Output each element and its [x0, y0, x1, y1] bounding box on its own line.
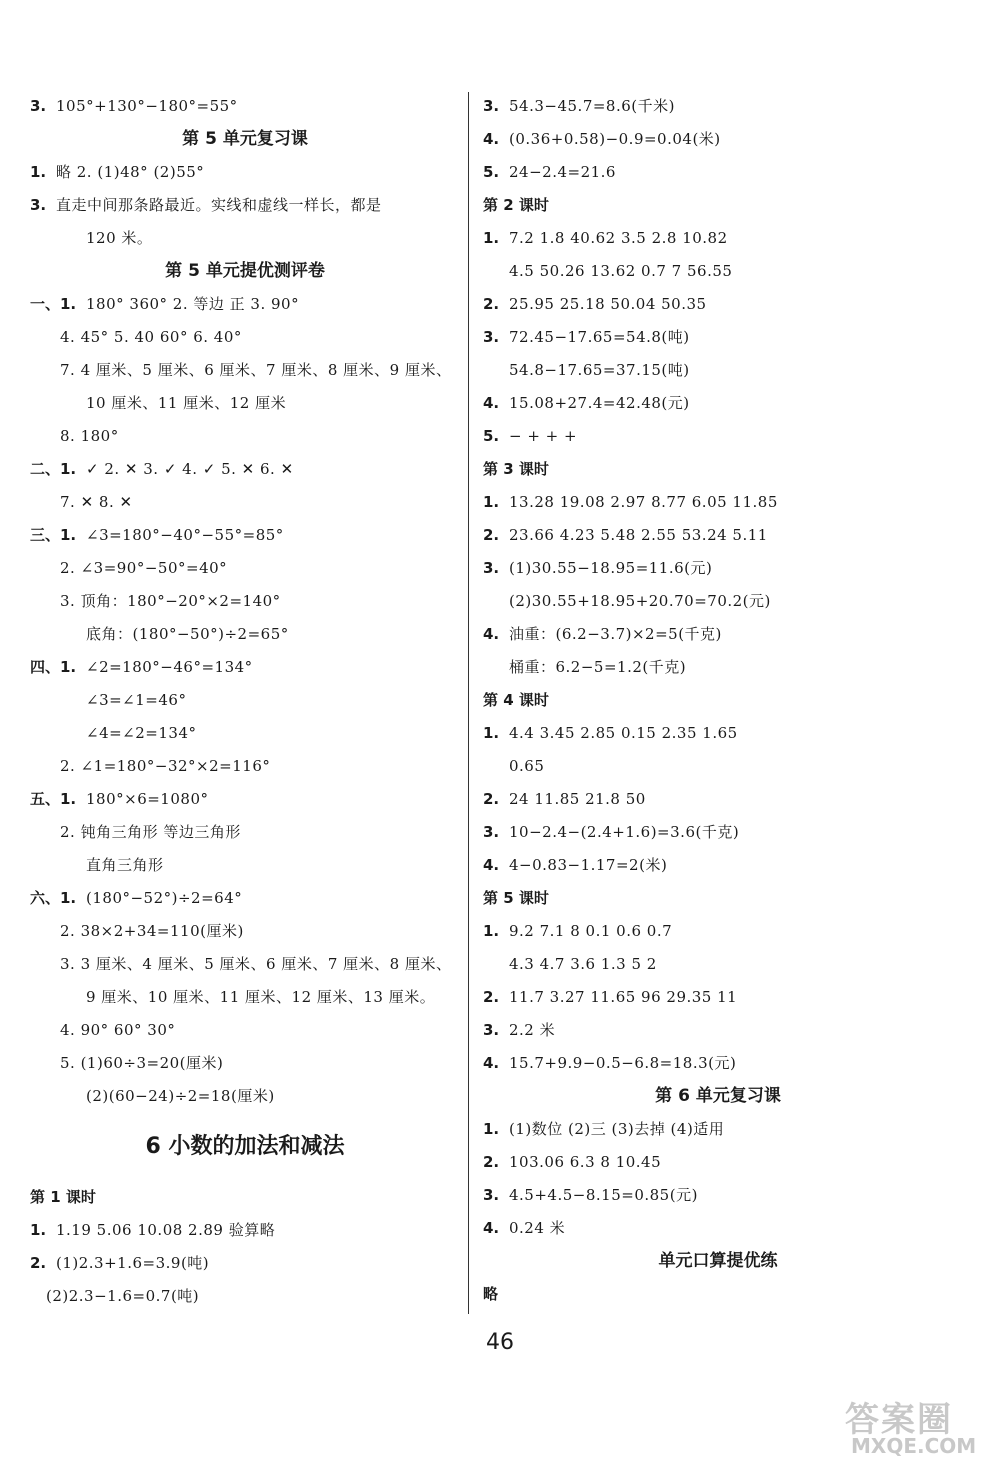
answer-row: [483, 618, 953, 651]
section-heading: 第 6 单元复习课: [655, 1086, 781, 1106]
answer-continuation: [483, 585, 953, 618]
answer-text: ∠2=180°−46°=134°: [86, 658, 253, 676]
answer-text: 7. 4 厘米、5 厘米、6 厘米、7 厘米、8 厘米、9 厘米、: [60, 361, 452, 379]
answer-row: [483, 123, 953, 156]
answer-text: ∠3=∠1=46°: [86, 691, 187, 709]
answer-row: [30, 651, 460, 684]
answer-row: [30, 156, 460, 189]
answer-continuation: [483, 354, 953, 387]
answer-text: 120 米。: [86, 229, 153, 247]
answer-row: [483, 849, 953, 882]
answer-text: 103.06 6.3 8 10.45: [509, 1153, 662, 1171]
answer-row: [483, 519, 953, 552]
answer-text: 4. 45° 5. 40 60° 6. 40°: [60, 328, 242, 346]
answer-row: [483, 1179, 953, 1212]
answer-row: [30, 519, 460, 552]
answer-row: [483, 486, 953, 519]
question-number: 4.: [483, 625, 500, 643]
question-number: 三、1.: [30, 526, 77, 544]
question-number: 五、1.: [30, 790, 77, 808]
answer-continuation: [30, 849, 460, 882]
answer-text: (1)数位 (2)三 (3)去掉 (4)适用: [509, 1120, 725, 1138]
answer-row: [30, 783, 460, 816]
answer-text: 桶重：6.2−5=1.2(千克): [509, 658, 687, 676]
question-number: 4.: [483, 394, 500, 412]
question-number: 1.: [483, 229, 500, 247]
answer-row: [30, 1247, 460, 1280]
answer-row: [483, 288, 953, 321]
question-number: 2.: [483, 790, 500, 808]
answer-text: 2. ∠3=90°−50°=40°: [60, 559, 228, 577]
answer-text: 2.2 米: [509, 1021, 556, 1039]
answer-text: 0.65: [509, 757, 545, 775]
question-number: 4.: [483, 856, 500, 874]
question-number: 1.: [30, 163, 47, 181]
answer-text: 54.8−17.65=37.15(吨): [509, 361, 690, 379]
answer-row: [483, 915, 953, 948]
answer-row: [483, 783, 953, 816]
answer-text: (0.36+0.58)−0.9=0.04(米): [509, 130, 721, 148]
question-number: 四、1.: [30, 658, 77, 676]
answer-text: 8. 180°: [60, 427, 119, 445]
answer-continuation: [30, 354, 460, 387]
question-number: 4.: [483, 1054, 500, 1072]
lesson-title: 第 4 课时: [483, 691, 549, 709]
answer-text: ∠3=180°−40°−55°=85°: [86, 526, 284, 544]
chapter-title: 6 小数的加法和减法: [145, 1134, 345, 1159]
watermark: [845, 1392, 995, 1462]
right-column: [483, 90, 953, 1311]
answer-continuation: [30, 552, 460, 585]
answer-text: ∠4=∠2=134°: [86, 724, 197, 742]
section-heading: 第 5 单元提优测评卷: [165, 261, 325, 281]
answer-text: (2)30.55+18.95+20.70=70.2(元): [509, 592, 771, 610]
answer-text: 15.7+9.9−0.5−6.8=18.3(元): [509, 1054, 737, 1072]
answer-continuation: [30, 618, 460, 651]
answer-row: [483, 816, 953, 849]
answer-text: 4.5+4.5−8.15=0.85(元): [509, 1186, 698, 1204]
answer-text: 24−2.4=21.6: [509, 163, 616, 181]
answer-continuation: [30, 717, 460, 750]
question-number: 3.: [483, 1186, 500, 1204]
answer-text: 180°×6=1080°: [86, 790, 209, 808]
answer-text: 2. 38×2+34=110(厘米): [60, 922, 244, 940]
answer-text: (2)2.3−1.6=0.7(吨): [46, 1287, 200, 1305]
question-number: 1.: [30, 1221, 47, 1239]
watermark-url: MXQE.COM: [851, 1434, 977, 1458]
answer-continuation: [483, 750, 953, 783]
answer-text: ✓ 2. ✕ 3. ✓ 4. ✓ 5. ✕ 6. ✕: [86, 460, 294, 478]
answer-text: 2. 钝角三角形 等边三角形: [60, 823, 241, 841]
question-number: 3.: [30, 196, 47, 214]
answer-text: (180°−52°)÷2=64°: [86, 889, 243, 907]
question-number: 1.: [483, 493, 500, 511]
answer-text: 2. ∠1=180°−32°×2=116°: [60, 757, 271, 775]
answer-text: (1)2.3+1.6=3.9(吨): [56, 1254, 210, 1272]
answer-text: 24 11.85 21.8 50: [509, 790, 646, 808]
lesson-title: 第 1 课时: [30, 1188, 96, 1206]
question-number: 2.: [30, 1254, 47, 1272]
question-number: 3.: [483, 559, 500, 577]
answer-row: [483, 1014, 953, 1047]
answer-row: [483, 90, 953, 123]
question-number: 1.: [483, 724, 500, 742]
answer-row: [483, 1047, 953, 1080]
answer-continuation: [483, 255, 953, 288]
answer-continuation: [30, 684, 460, 717]
answer-text: 0.24 米: [509, 1219, 566, 1237]
lesson-title: 第 5 课时: [483, 889, 549, 907]
question-number: 2.: [483, 295, 500, 313]
answer-row: [483, 321, 953, 354]
answer-row: [483, 420, 953, 453]
answer-continuation: [30, 585, 460, 618]
answer-text: 9.2 7.1 8 0.1 0.6 0.7: [509, 922, 673, 940]
lesson-title: 第 3 课时: [483, 460, 549, 478]
question-number: 1.: [483, 922, 500, 940]
answer-text: 13.28 19.08 2.97 8.77 6.05 11.85: [509, 493, 778, 511]
question-number: 3.: [30, 97, 47, 115]
answer-text: 油重：(6.2−3.7)×2=5(千克): [509, 625, 722, 643]
answer-row: [30, 189, 460, 222]
answer-text: 5. (1)60÷3=20(厘米): [60, 1054, 224, 1072]
question-number: 二、1.: [30, 460, 77, 478]
answer-continuation: [30, 321, 460, 354]
answer-text: 10−2.4−(2.4+1.6)=3.6(千克): [509, 823, 740, 841]
section-heading: 单元口算提优练: [658, 1251, 778, 1271]
question-number: 5.: [483, 427, 500, 445]
answer-text: 4−0.83−1.17=2(米): [509, 856, 668, 874]
left-column: [30, 90, 460, 1313]
answer-continuation: [30, 222, 460, 255]
answer-continuation: [30, 1047, 460, 1080]
answer-continuation: [30, 1080, 460, 1113]
answer-text: 略 2. (1)48° (2)55°: [56, 163, 205, 181]
answer-text: 4.3 4.7 3.6 1.3 5 2: [509, 955, 657, 973]
answer-row: [483, 717, 953, 750]
answer-text: (1)30.55−18.95=11.6(元): [509, 559, 713, 577]
answer-text: 9 厘米、10 厘米、11 厘米、12 厘米、13 厘米。: [86, 988, 436, 1006]
question-number: 2.: [483, 988, 500, 1006]
question-number: 2.: [483, 526, 500, 544]
answer-row: [30, 288, 460, 321]
watermark-logo-text: 答案圈: [845, 1400, 953, 1440]
answer-row: [483, 1212, 953, 1245]
answer-continuation: [30, 948, 460, 981]
answer-row: [483, 222, 953, 255]
question-number: 4.: [483, 1219, 500, 1237]
answer-row: [483, 1113, 953, 1146]
answer-continuation: [30, 750, 460, 783]
answer-text: 180° 360° 2. 等边 正 3. 90°: [86, 295, 300, 313]
question-number: 六、1.: [30, 889, 77, 907]
answer-continuation: [30, 387, 460, 420]
answer-text: 直角三角形: [86, 856, 164, 874]
answer-continuation: [30, 1014, 460, 1047]
question-number: 3.: [483, 1021, 500, 1039]
answer-continuation: [483, 651, 953, 684]
answer-text: 直走中间那条路最近。实线和虚线一样长，都是: [56, 196, 382, 214]
answer-row: [483, 552, 953, 585]
question-number: 2.: [483, 1153, 500, 1171]
column-divider: [468, 92, 469, 1314]
answer-text: 72.45−17.65=54.8(吨): [509, 328, 690, 346]
answer-text: 54.3−45.7=8.6(千米): [509, 97, 675, 115]
answer-text: (2)(60−24)÷2=18(厘米): [86, 1087, 275, 1105]
answer-text: 10 厘米、11 厘米、12 厘米: [86, 394, 287, 412]
question-number: 3.: [483, 97, 500, 115]
question-number: 3.: [483, 328, 500, 346]
question-number: 3.: [483, 823, 500, 841]
lesson-title: 第 2 课时: [483, 196, 549, 214]
answer-text: 105°+130°−180°=55°: [56, 97, 238, 115]
question-number: 5.: [483, 163, 500, 181]
answer-row: [30, 90, 460, 123]
answer-continuation: [30, 420, 460, 453]
answer-row: [483, 387, 953, 420]
answer-text: 4.5 50.26 13.62 0.7 7 56.55: [509, 262, 733, 280]
answer-continuation: [483, 948, 953, 981]
answer-text: 3. 3 厘米、4 厘米、5 厘米、6 厘米、7 厘米、8 厘米、: [60, 955, 452, 973]
answer-text: − + + +: [509, 427, 578, 445]
page-number: 46: [486, 1330, 514, 1355]
answer-text: 23.66 4.23 5.48 2.55 53.24 5.11: [509, 526, 768, 544]
question-number: 一、1.: [30, 295, 77, 313]
answer-text: 底角：(180°−50°)÷2=65°: [86, 625, 289, 643]
question-number: 4.: [483, 130, 500, 148]
answer-row: [483, 981, 953, 1014]
answer-text: 4. 90° 60° 30°: [60, 1021, 176, 1039]
answer-text: 1.19 5.06 10.08 2.89 验算略: [56, 1221, 276, 1239]
answer-continuation: [30, 486, 460, 519]
answer-text: 3. 顶角：180°−20°×2=140°: [60, 592, 281, 610]
answer-row: [30, 453, 460, 486]
answer-text: 15.08+27.4=42.48(元): [509, 394, 690, 412]
question-number: 1.: [483, 1120, 500, 1138]
answer-continuation: [30, 816, 460, 849]
answer-row: [30, 882, 460, 915]
answer-text: 4.4 3.45 2.85 0.15 2.35 1.65: [509, 724, 738, 742]
answer-row: [483, 156, 953, 189]
answer-text: 25.95 25.18 50.04 50.35: [509, 295, 707, 313]
answer-row: [483, 1146, 953, 1179]
answer-text: 7.2 1.8 40.62 3.5 2.8 10.82: [509, 229, 728, 247]
answer-continuation: [30, 1280, 460, 1313]
answer-text: 11.7 3.27 11.65 96 29.35 11: [509, 988, 738, 1006]
answer-continuation: [30, 915, 460, 948]
section-heading: 第 5 单元复习课: [182, 129, 308, 149]
lesson-title: 略: [483, 1285, 499, 1303]
answer-continuation: [30, 981, 460, 1014]
answer-row: [30, 1214, 460, 1247]
answer-text: 7. ✕ 8. ✕: [60, 493, 133, 511]
